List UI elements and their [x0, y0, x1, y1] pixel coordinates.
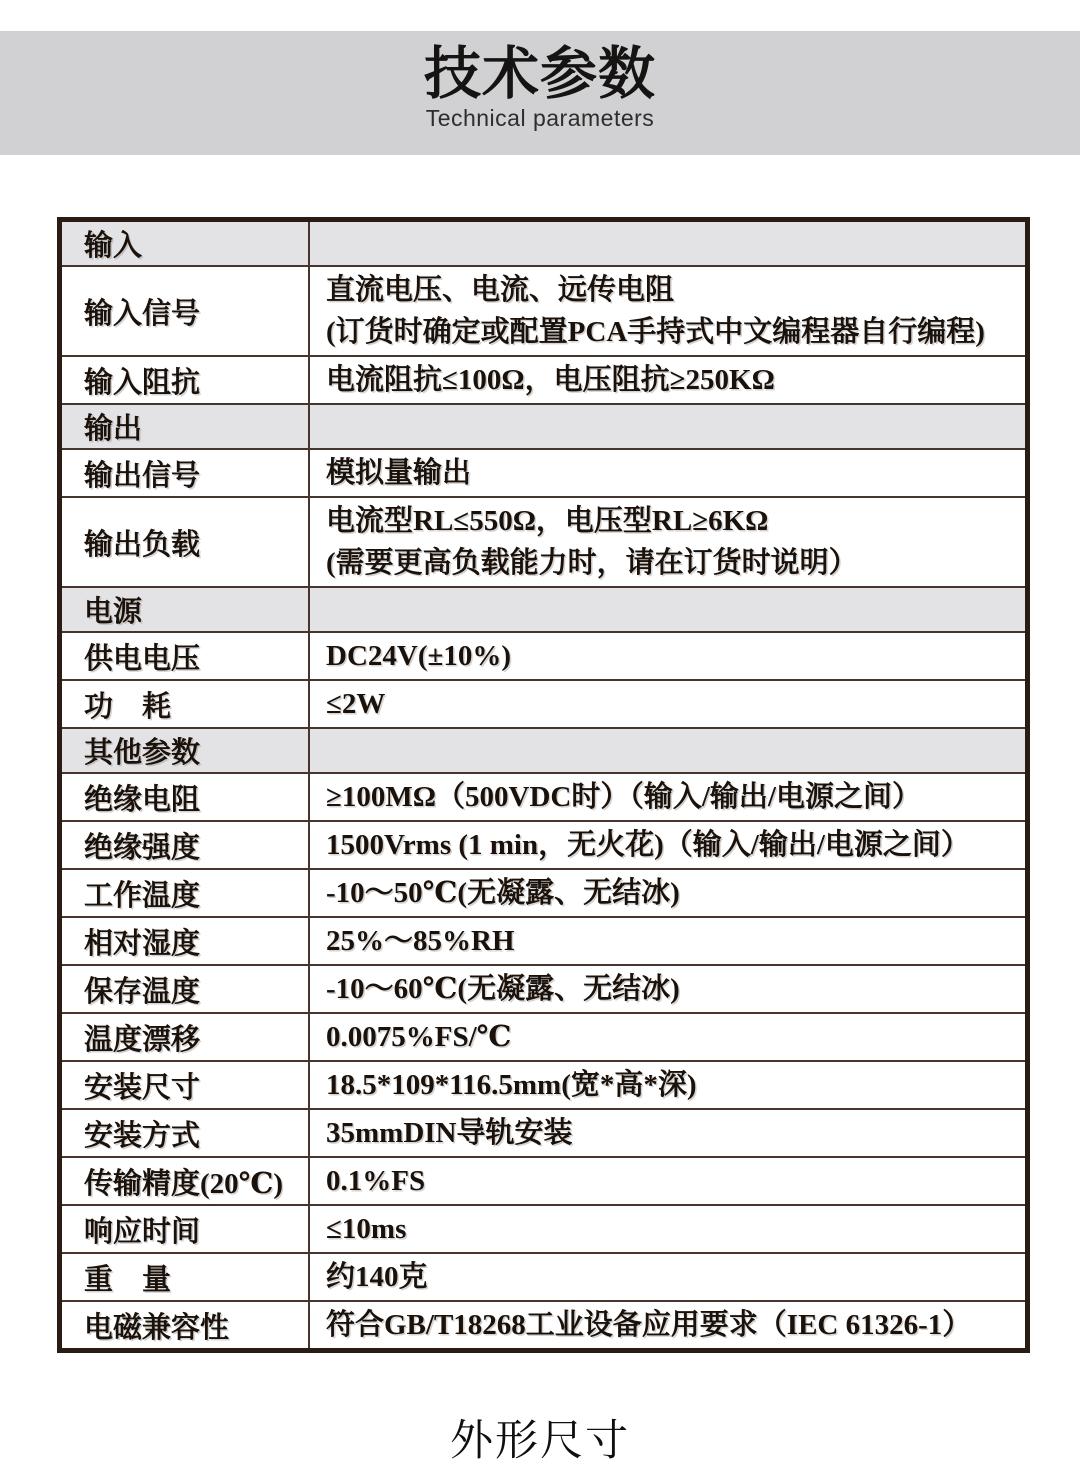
spec-value-cell — [310, 1158, 1025, 1204]
spec-value-cell — [310, 918, 1025, 964]
spec-label-cell: 电磁兼容性 — [62, 1302, 310, 1348]
spec-label-cell: 绝缘电阻 — [62, 774, 310, 820]
spec-row — [62, 1252, 1025, 1300]
top-margin — [0, 0, 1080, 31]
spec-label-cell: 输出负载 — [62, 498, 310, 586]
spec-label-cell: 输入 — [62, 222, 310, 265]
spec-section-row — [62, 222, 1025, 265]
title-band — [0, 31, 1080, 155]
spec-value-cell — [310, 633, 1025, 679]
spec-row — [62, 355, 1025, 403]
spec-label-cell: 传输精度(20℃) — [62, 1158, 310, 1204]
spec-value-line: (需要更高负载能力时，请在订货时说明） — [326, 547, 858, 579]
spec-label-cell: 其他参数 — [62, 729, 310, 772]
spec-label-cell: 保存温度 — [62, 966, 310, 1012]
spec-section-row — [62, 403, 1025, 448]
spec-row — [62, 1012, 1025, 1060]
page-subtitle: Technical parameters — [425, 105, 655, 131]
spec-value-cell — [310, 1062, 1025, 1108]
spec-label-cell: 工作温度 — [62, 870, 310, 916]
spec-row — [62, 1060, 1025, 1108]
spec-value-line: DC24V(±10%) — [326, 640, 512, 672]
spec-value-line: 18.5*109*116.5mm(宽*高*深) — [326, 1069, 697, 1101]
spec-row — [62, 964, 1025, 1012]
spec-value-cell — [310, 222, 1025, 265]
spec-value-cell — [310, 1206, 1025, 1252]
spec-label-cell: 响应时间 — [62, 1206, 310, 1252]
spec-value-cell — [310, 774, 1025, 820]
spec-value-line: 1500Vrms (1 min，无火花)（输入/输出/电源之间） — [326, 829, 970, 861]
spec-row — [62, 916, 1025, 964]
spec-row — [62, 772, 1025, 820]
spec-row — [62, 631, 1025, 679]
spec-value-line: ≤10ms — [326, 1213, 407, 1245]
spec-row — [62, 1156, 1025, 1204]
spec-row — [62, 1300, 1025, 1348]
spec-value-cell — [310, 870, 1025, 916]
spec-value-cell — [310, 588, 1025, 631]
spec-row — [62, 868, 1025, 916]
spec-value-cell — [310, 498, 1025, 586]
spec-value-cell — [310, 681, 1025, 727]
spec-label-cell: 输入阻抗 — [62, 357, 310, 403]
spec-value-line: 约140克 — [326, 1261, 428, 1293]
spec-row — [62, 496, 1025, 586]
spec-value-line: ≥100MΩ（500VDC时）（输入/输出/电源之间） — [326, 781, 921, 813]
spec-value-cell — [310, 966, 1025, 1012]
spec-value-line: 25%～85%RH — [326, 925, 515, 957]
spec-row — [62, 1108, 1025, 1156]
spec-value-line: -10～50℃(无凝露、无结冰) — [326, 877, 680, 909]
spec-label-cell: 相对湿度 — [62, 918, 310, 964]
spec-label-cell: 功 耗 — [62, 681, 310, 727]
spec-label-cell: 温度漂移 — [62, 1014, 310, 1060]
spec-value-cell — [310, 1302, 1025, 1348]
spec-label-cell: 绝缘强度 — [62, 822, 310, 868]
spec-row — [62, 1204, 1025, 1252]
spec-value-line: 0.1%FS — [326, 1165, 426, 1197]
spec-value-line: 电流型RL≤550Ω，电压型RL≥6KΩ — [326, 505, 769, 537]
spec-label-cell: 供电电压 — [62, 633, 310, 679]
spec-value-line: -10～60℃(无凝露、无结冰) — [326, 973, 680, 1005]
spec-label-cell: 安装方式 — [62, 1110, 310, 1156]
spec-value-cell — [310, 405, 1025, 448]
technical-parameters-table — [57, 217, 1030, 1353]
spec-section-row — [62, 586, 1025, 631]
spec-value-line: (订货时确定或配置PCA手持式中文编程器自行编程) — [326, 316, 985, 348]
spec-value-line: 电流阻抗≤100Ω，电压阻抗≥250KΩ — [326, 364, 775, 396]
spec-value-cell — [310, 267, 1025, 355]
spec-label-cell: 输入信号 — [62, 267, 310, 355]
spec-value-cell — [310, 822, 1025, 868]
spec-label-cell: 电源 — [62, 588, 310, 631]
spec-value-cell — [310, 729, 1025, 772]
spec-value-cell — [310, 1254, 1025, 1300]
spec-value-cell — [310, 1110, 1025, 1156]
spec-value-line: ≤2W — [326, 688, 386, 720]
spec-row — [62, 448, 1025, 496]
page-title: 技术参数 — [424, 42, 656, 106]
spec-value-cell — [310, 450, 1025, 496]
section-heading-dimensions: 外形尺寸 — [450, 1417, 630, 1465]
spec-value-cell — [310, 1014, 1025, 1060]
spec-value-line: 直流电压、电流、远传电阻 — [326, 274, 675, 306]
spec-value-line: 模拟量输出 — [326, 457, 472, 489]
spec-label-cell: 输出信号 — [62, 450, 310, 496]
spec-value-cell — [310, 357, 1025, 403]
spec-row — [62, 265, 1025, 355]
spec-value-line: 35mmDIN导轨安装 — [326, 1117, 573, 1149]
spec-value-line: 0.0075%FS/℃ — [326, 1021, 512, 1053]
spec-row — [62, 820, 1025, 868]
spec-row — [62, 679, 1025, 727]
spec-label-cell: 重 量 — [62, 1254, 310, 1300]
spec-value-line: 符合GB/T18268工业设备应用要求（IEC 61326-1） — [326, 1309, 972, 1341]
spec-label-cell: 输出 — [62, 405, 310, 448]
spec-section-row — [62, 727, 1025, 772]
spec-label-cell: 安装尺寸 — [62, 1062, 310, 1108]
